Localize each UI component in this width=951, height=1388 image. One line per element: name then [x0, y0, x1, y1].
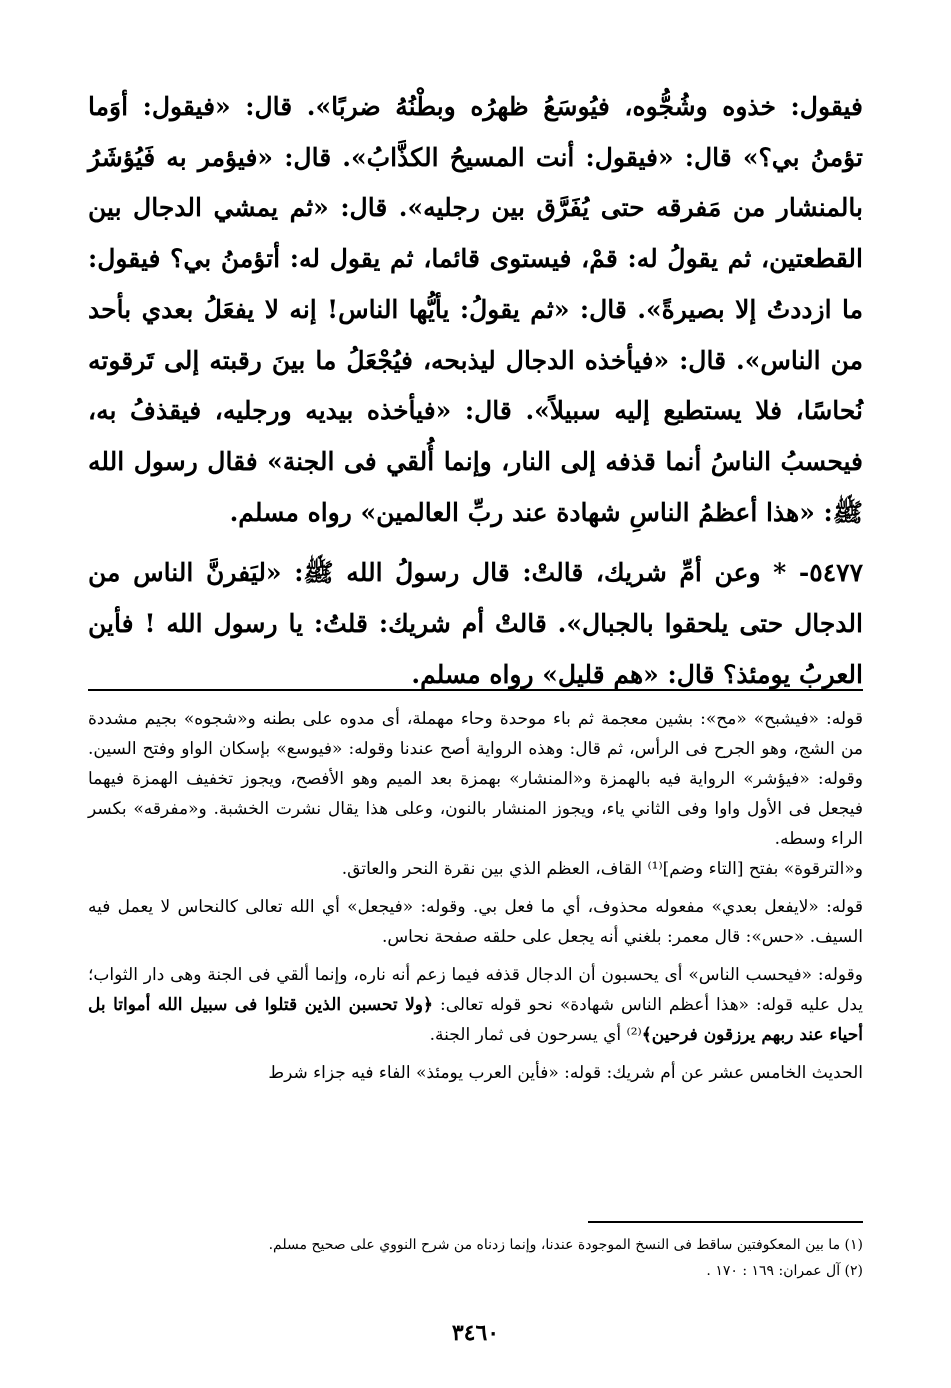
- page-number: ٣٤٦٠: [451, 1320, 500, 1346]
- footnotes: [88, 1232, 863, 1284]
- commentary-paragraph: [88, 704, 863, 884]
- quran-quote: ﴿ولا تحسبن الذين قتلوا فى سبيل الله أمواتا بل أحياء عند ربهم يرزقون فرحين﴾: [88, 995, 863, 1045]
- hadith-text: [88, 82, 863, 700]
- commentary-text: وقوله: «فيحسب الناس» أى يحسبون أن الدجال قذفه فيما زعم أنه ناره، وإنما ألقي فى الجنة وهى دار الثواب؛ يدل عليه قوله: «هذا أعظم الناس شهادة» نحو قوله تعالى:: [88, 965, 864, 1015]
- hadith-5477: ٥٤٧٧- * وعن أمِّ شريك، قالتْ: قال رسولُ الله ﷺ: «ليَفرنَّ الناس من الدجال حتى يلحقوا بالجبال». قالتْ أم شريك: قلتُ: يا رسول الله ! فأين العربُ يومئذ؟ قال: «هم قليل» رواه مسلم.: [88, 558, 863, 689]
- commentary-notes: [88, 704, 863, 1096]
- footnote-1: (١) ما بين المعكوفتين ساقط فى النسخ الموجودة عندنا، وإنما زدناه من شرح النووي على صحيح مسلم.: [268, 1237, 863, 1253]
- commentary-paragraph: [88, 960, 863, 1050]
- footnote-divider: [588, 1221, 863, 1223]
- commentary-text: أي يسرحون فى ثمار الجنة.: [429, 1025, 627, 1045]
- commentary-text: قوله: «فيشبح» «مح»: بشين معجمة ثم باء موحدة وحاء مهملة، أى مدوه على بطنه و«شجوه» بجيم مشددة من الشج، وهو الجرح فى الرأس، ثم قال: وهذه الرواية أصح عندنا وقوله: «فيوسع» بإسكان الواو وفتح السين. وقوله: «فيؤشر» الرواية فيه بالهمزة و«المنشار» بهمزة بعد الميم وهو الأفصح، ويجوز تخفيف الهمزة فيهما فيجعل فى الأول واوا وفى الثاني ياء، ويجوز المنشار بالنون، وعلى هذا يقال نشرت الخشبة. و«مفرقه» بكسر الراء وسطه.: [88, 709, 863, 849]
- commentary-divider: [88, 689, 863, 691]
- commentary-paragraph: قوله: «لايفعل بعدي» مفعوله محذوف، أي ما فعل بي. وقوله: «فيجعل» أي الله تعالى كالنحاس لا يعمل فيه السيف. «حس»: قال معمر: بلغني أنه يجعل على حلقه صفحة نحاس.: [88, 897, 863, 947]
- commentary-paragraph: الحديث الخامس عشر عن أم شريك: قوله: «فأين العرب يومئذ» الفاء فيه جزاء شرط: [268, 1063, 863, 1083]
- hadith-5476-continuation: فيقول: خذوه وشُجُّوه، فيُوسَعُ ظهرُه وبطْنُهُ ضربًا». قال: «فيقول: أوَما تؤمنُ بي؟» قال: «فيقول: أنت المسيحُ الكذَّابُ». قال: «فيؤمر به فَيُؤشَرُ بالمنشار من مَفرقه حتى يُفَرَّق بين رجليه». قال: «ثم يمشي الدجال بين القطعتين، ثم يقولُ له: قمْ، فيستوى قائما، ثم يقول له: أتؤمنُ بي؟ فيقول: ما ازددتُ إلا بصيرةً». قال: «ثم يقولُ: يأيُّها الناس! إنه لا يفعَلُ بعدي بأحد من الناس». قال: «فيأخذه الدجال ليذبحه، فيُجْعَلُ ما بينَ رقبته إلى تَرقوته نُحاسًا، فلا يستطيع إليه سبيلاً». قال: «فيأخذه بيديه ورجليه، فيقذفُ به، فيحسبُ الناسُ أنما قذفه إلى النار، وإنما أُلقي فى الجنة» فقال رسول الله ﷺ: «هذا أعظمُ الناسِ شهادة عند ربِّ العالمين» رواه مسلم.: [88, 92, 863, 527]
- footnote-ref: ⁽²⁾: [626, 1025, 642, 1045]
- commentary-text: و«الترقوة» بفتح [التاء وضم]⁽¹⁾ القاف، العظم الذي بين نقرة النحر والعاتق.: [341, 859, 863, 879]
- footnote-2: (٢) آل عمران: ١٦٩ : ١٧٠ .: [706, 1263, 863, 1279]
